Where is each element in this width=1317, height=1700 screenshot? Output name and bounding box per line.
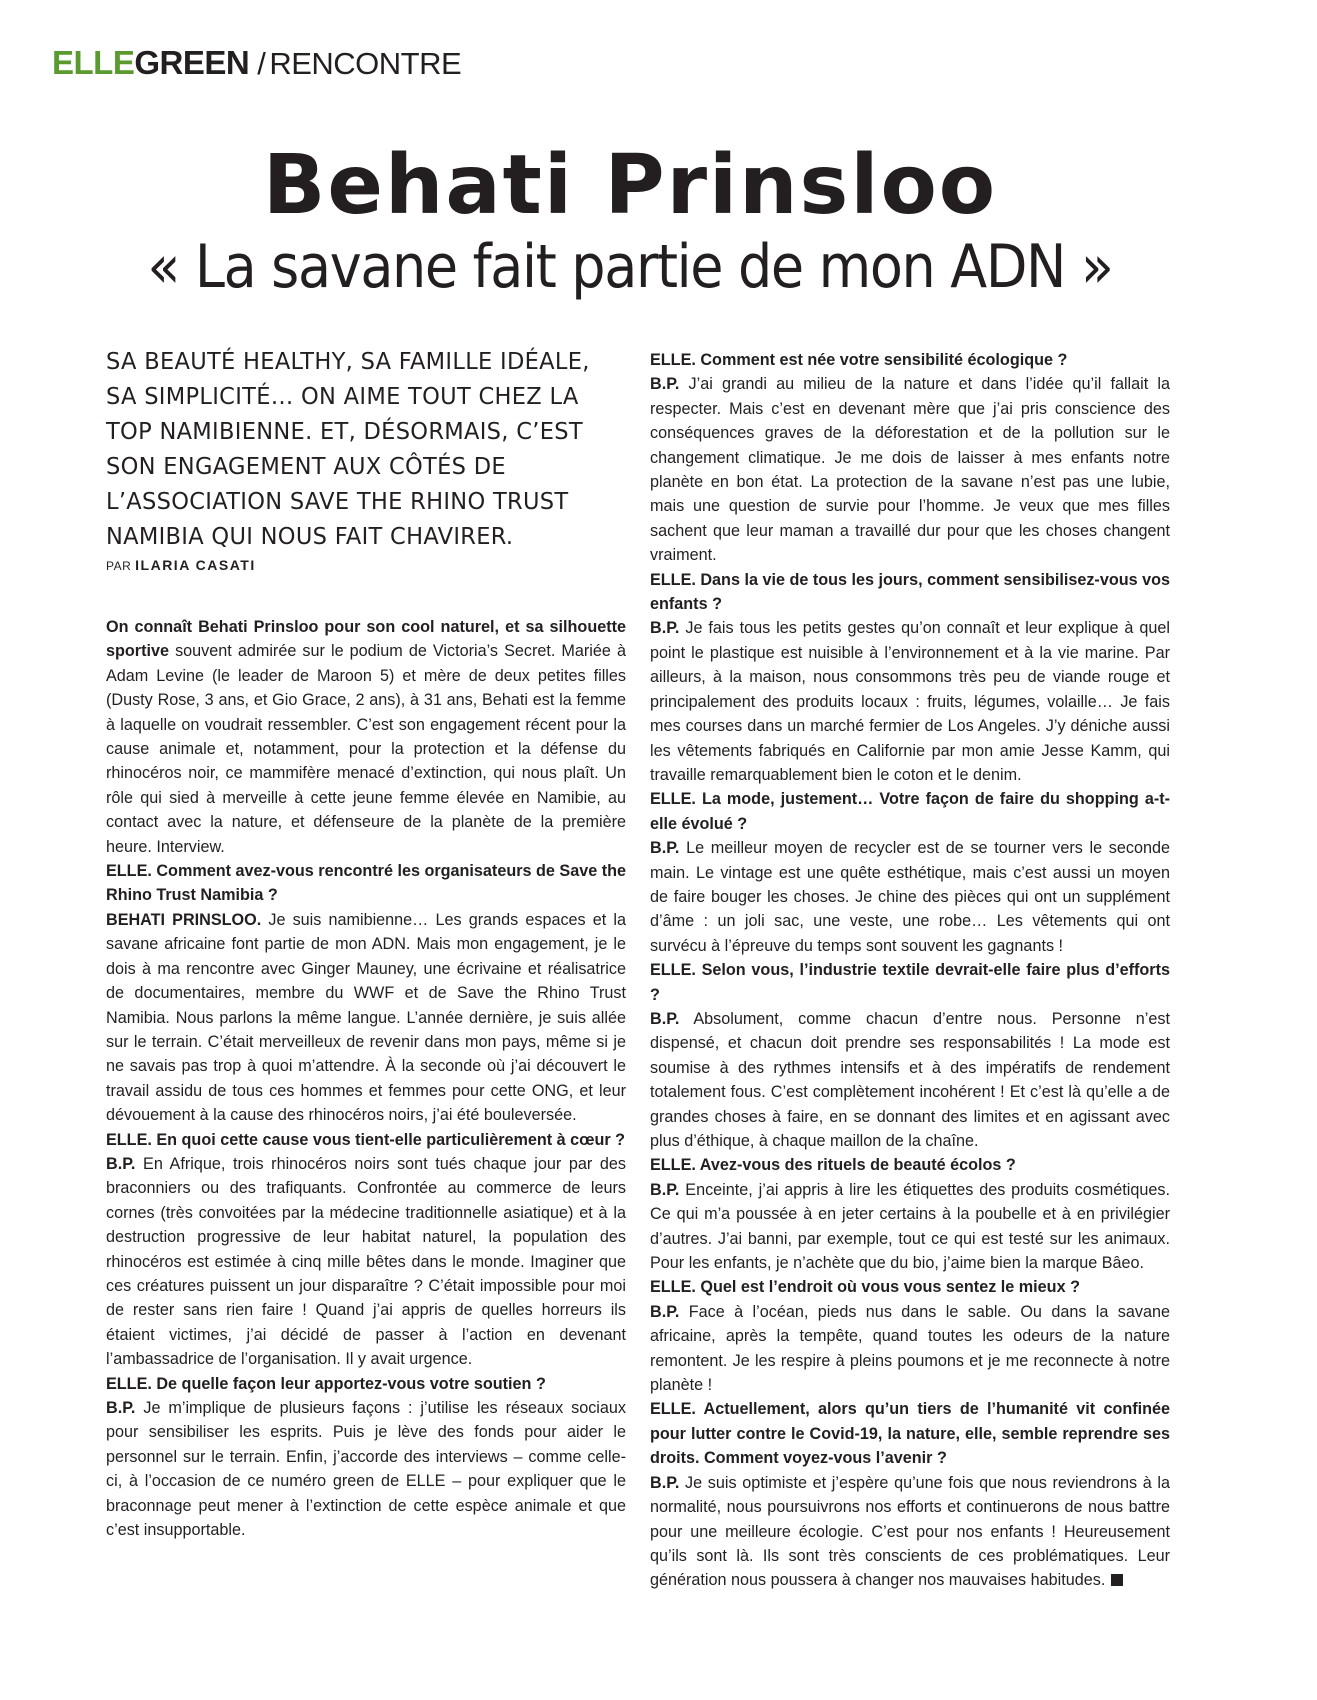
qa-answer-text: J’ai grandi au milieu de la nature et dans l’idée qu’il fallait la respecter. Mais c’est en devenant mère que j’ai pris conscience des conséquences graves de la déforestation et de la pollution sur le changement climatique. Je me dois de laisser à mes enfants notre planète en bon état. La protection de la savane n’est pas une lubie, mais une question de survie pour l’homme. Je veux que mes filles sachent que leur maman a travaillé dur pour que les choses changent vraiment. xyxy=(650,375,1170,565)
qa-answer-text: Je m’implique de plusieurs façons : j’utilise les réseaux sociaux pour sensibiliser les esprits. Puis je lève des fonds pour aider le personnel sur le terrain. Enfin, j’accorde des interviews – comme celle-ci, à l’occasion de ce numéro green de ELLE – pour expliquer que le braconnage peut mener à l’extinction de cette espèce animale et que c’est insupportable. xyxy=(106,1399,626,1540)
qa-speaker: B.P. xyxy=(650,839,680,858)
qa-answer xyxy=(106,1396,626,1542)
end-of-article-mark xyxy=(1111,1574,1123,1586)
qa-speaker: B.P. xyxy=(650,1302,680,1321)
qa-speaker: B.P. xyxy=(106,1399,136,1417)
left-column xyxy=(106,345,626,1542)
qa-speaker: B.P. xyxy=(650,1473,680,1492)
qa-speaker: BEHATI PRINSLOO. xyxy=(106,910,262,929)
qa-answer xyxy=(650,1300,1170,1398)
intro-paragraph xyxy=(106,615,626,859)
qa-speaker: B.P. xyxy=(650,1009,680,1028)
qa-question: ELLE. La mode, justement… Votre façon de faire du shopping a-t-elle évolué ? xyxy=(650,790,1170,833)
qa-speaker: B.P. xyxy=(650,619,680,638)
qa-question: ELLE. Avez-vous des rituels de beauté écolos ? xyxy=(650,1156,1016,1175)
qa-answer-text: Je suis namibienne… Les grands espaces et la savane africaine font partie de mon ADN. Mais mon engagement, je le dois à ma rencontre avec Ginger Mauney, une écrivaine et réalisatrice de documentaires, membre du WWF et de Save the Rhino Trust Namibia. Nous parlons la même langue. L’année dernière, je suis allée sur le terrain. C’était merveilleux de revenir dans mon pays, même si je ne savais pas trop à quoi m’attendre. À la seconde où j’ai découvert le travail assidu de tous ces hommes et femmes pour cette ONG, et leur dévouement à la cause des rhinocéros noirs, j’ai été bouleversée. xyxy=(106,910,626,1125)
qa-answer-text: En Afrique, trois rhinocéros noirs sont tués chaque jour par des braconniers ou des trafiquants. Confrontée au commerce de leurs cornes (très convoitées par la médecine traditionnelle asiatique) et à la destruction progressive de leur habitat naturel, la population des rhinocéros est estimée à cinq mille bêtes dans le monde. Imaginer que ces créatures puissent un jour disparaître ? C’était impossible pour moi de rester sans rien faire ! Quand j’ai appris de quelles horreurs ils étaient victimes, j’ai décidé de passer à l’action en devenant l’ambassadrice de l’organisation. Il y avait urgence. xyxy=(106,1154,626,1369)
byline-prefix: PAR xyxy=(106,559,132,573)
qa-question: ELLE. Selon vous, l’industrie textile devrait-elle faire plus d’efforts ? xyxy=(650,961,1170,1004)
qa-question: ELLE. Comment est née votre sensibilité écologique ? xyxy=(650,351,1068,369)
qa-question: ELLE. Actuellement, alors qu’un tiers de l’humanité vit confinée pour lutter contre le Covid-19, la nature, elle, semble reprendre ses droits. Comment voyez-vous l’avenir ? xyxy=(650,1400,1170,1468)
intro-text: souvent admirée sur le podium de Victoria’s Secret. Mariée à Adam Levine (le leader de Maroon 5) et mère de deux petites filles (Dusty Rose, 3 ans, et Gio Grace, 2 ans), à 31 ans, Behati est la femme à laquelle on voudrait ressembler. C’est son engagement récent pour la cause animale et, notamment, pour la protection et la défense du rhinocéros noir, ce mammifère menacé d’extinction, qui nous plaît. Un rôle qui sied à merveille à cette jeune femme élevée en Namibie, au contact avec la nature, et défenseure de la planète de la première heure. Interview. xyxy=(106,642,626,856)
qa-answer xyxy=(106,1152,626,1372)
qa-question: ELLE. De quelle façon leur apportez-vous votre soutien ? xyxy=(106,1374,546,1393)
qa-answer-text: Enceinte, j’ai appris à lire les étiquettes des produits cosmétiques. Ce qui m’a poussée à en jeter certains à la poubelle et à en privilégier d’autres. J’ai banni, par exemple, tout ce qui est testé sur les animaux. Pour les enfants, je n’achète que du bio, j’aime bien la marque Bâeo. xyxy=(650,1180,1170,1273)
qa-answer xyxy=(650,616,1170,787)
brand-green: GREEN xyxy=(134,44,250,81)
qa-speaker: B.P. xyxy=(650,1180,680,1199)
qa-answer-text: Absolument, comme chacun d’entre nous. Personne n’est dispensé, et chacun doit prendre ses responsabilités ! La mode est soumise à des rythmes intensifs et à des impératifs de rendement totalement fous. C’est complètement incohérent ! Et c’est là qu’elle a de grandes choses à faire, en se donnant des limites et en agissant avec plus d’éthique, à chaque maillon de la chaîne. xyxy=(650,1009,1170,1150)
qa-answer-text: Le meilleur moyen de recycler est de se tourner vers le seconde main. Le vintage est une quête esthétique, mais c’est aussi un moyen de faire bouger les choses. Je chine des pièces qui ont un supplément d’âme : un joli sac, une veste, une robe… Les vêtements qui ont survécu à l’épreuve du temps sont souvent les gagnants ! xyxy=(650,839,1170,955)
qa-question: ELLE. Quel est l’endroit où vous vous sentez le mieux ? xyxy=(650,1278,1080,1297)
byline xyxy=(106,557,626,573)
left-qa-list xyxy=(106,859,626,1542)
qa-answer xyxy=(106,908,626,1128)
qa-answer xyxy=(650,1178,1170,1276)
brand-elle: ELLE xyxy=(52,44,135,81)
right-qa-list xyxy=(650,348,1170,1593)
qa-question: ELLE. Comment avez-vous rencontré les organisateurs de Save the Rhino Trust Namibia ? xyxy=(106,862,626,905)
qa-question: ELLE. Dans la vie de tous les jours, comment sensibilisez-vous vos enfants ? xyxy=(650,570,1170,614)
qa-answer xyxy=(650,1007,1170,1153)
qa-answer xyxy=(650,372,1170,567)
qa-answer-text: Je suis optimiste et j’espère qu’une fois que nous reviendrons à la normalité, nous poursuivrons nos efforts et continuerons de nous battre pour une meilleure écologie. C’est pour nos enfants ! Heureusement qu’ils sont là. Ils sont très conscients de ces problématiques. Leur génération nous poussera à changer nos mauvaises habitudes. xyxy=(650,1473,1170,1590)
right-column xyxy=(650,348,1170,1593)
qa-question: ELLE. En quoi cette cause vous tient-elle particulièrement à cœur ? xyxy=(106,1130,626,1149)
article-intro xyxy=(106,615,626,859)
article-title: Behati Prinsloo xyxy=(262,138,998,233)
qa-answer xyxy=(650,1471,1170,1593)
rubric-label: RENCONTRE xyxy=(269,46,462,81)
qa-answer-text: Face à l’océan, pieds nus dans le sable. Ou dans la savane africaine, après la tempête, quand toutes les odeurs de la nature remontent. Je les respire à pleins poumons et je me reconnecte à notre planète ! xyxy=(650,1302,1170,1395)
qa-speaker: B.P. xyxy=(106,1154,136,1173)
qa-speaker: B.P. xyxy=(650,375,680,394)
section-header xyxy=(52,44,461,82)
article-chapo: SA BEAUTÉ HEALTHY, SA FAMILLE IDÉALE, SA SIMPLICITÉ… ON AIME TOUT CHEZ LA TOP NAMIBIENNE. ET, DÉSORMAIS, C’EST SON ENGAGEMENT AUX CÔTÉS DE L’ASSOCIATION SAVE THE RHINO TRUST NAMIBIA QUI NOUS FAIT CHAVIRER. xyxy=(106,349,590,550)
qa-answer xyxy=(650,836,1170,958)
intro-lead: On connaît Behati Prinsloo pour son cool naturel, et sa silhouette sportive xyxy=(106,618,626,661)
byline-author: ILARIA CASATI xyxy=(135,557,256,573)
header-separator: / xyxy=(257,46,266,81)
article-subtitle: « La savane fait partie de mon ADN » xyxy=(147,232,1113,302)
qa-answer-text: Je fais tous les petits gestes qu’on connaît et leur explique à quel point le plastique est nuisible à l’environnement et à la vie marine. Par ailleurs, à la maison, nous consommons très peu de viande rouge et principalement des produits locaux : fruits, légumes, volaille… Je fais mes courses dans un marché fermier de Los Angeles. J’y déniche aussi les vêtements fabriqués en Californie par mon amie Jesse Kamm, qui travaille remarquablement bien le coton et le denim. xyxy=(650,619,1170,784)
